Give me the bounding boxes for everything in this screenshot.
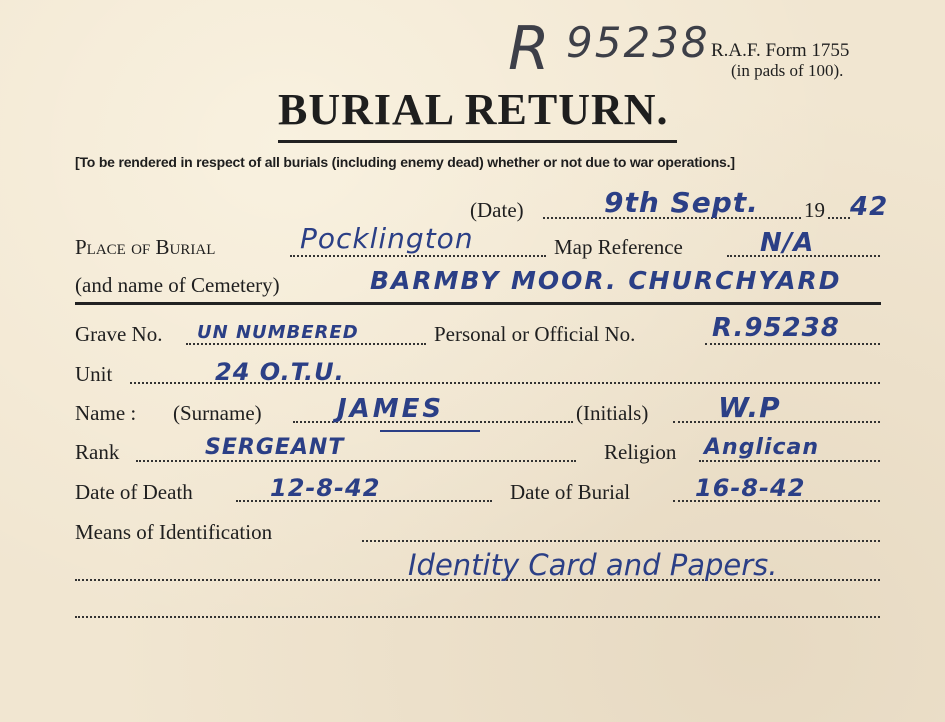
grave-dots — [186, 343, 426, 345]
personal-no-value: R.95238 — [712, 313, 840, 343]
initials-value: W.P — [718, 391, 781, 424]
form-id: R.A.F. Form 1755 — [711, 40, 850, 61]
religion-value: Anglican — [704, 435, 820, 460]
religion-label: Religion — [604, 440, 677, 464]
place-of-burial-value: Pocklington — [300, 222, 474, 255]
place-dots — [290, 255, 546, 257]
form-title: BURIAL RETURN. — [278, 85, 669, 134]
religion-dots — [699, 460, 880, 462]
date-day-month-value: 9th Sept. — [604, 186, 759, 219]
means-dots-1 — [362, 540, 880, 542]
personal-no-label: Personal or Official No. — [434, 322, 636, 346]
rank-label: Rank — [75, 440, 120, 464]
pads-note: (in pads of 100). — [731, 61, 844, 80]
map-reference-value: N/A — [760, 228, 815, 258]
name-label: Name : — [75, 401, 137, 425]
rank-dots — [136, 460, 576, 462]
cemetery-label: (and name of Cemetery) — [75, 273, 280, 297]
date-of-burial-label: Date of Burial — [510, 480, 631, 504]
map-reference-label: Map Reference — [554, 235, 683, 259]
grave-no-label: Grave No. — [75, 322, 163, 346]
date-of-death-label: Date of Death — [75, 480, 193, 504]
year-prefix: 19 — [804, 198, 825, 222]
personal-no-dots — [705, 343, 880, 345]
instruction-text: [To be rendered in respect of all burials (including enemy dead) whether or not due to war operations.] — [75, 154, 735, 170]
grave-no-value: UN NUMBERED — [197, 322, 359, 343]
year-dots — [828, 217, 850, 219]
date-label: (Date) — [470, 198, 524, 222]
date-of-burial-value: 16-8-42 — [695, 474, 806, 502]
means-of-identification-value: Identity Card and Papers. — [408, 548, 778, 582]
means-dots-3 — [75, 616, 880, 618]
surname-label: (Surname) — [173, 401, 262, 425]
place-of-burial-label: Place of Burial — [75, 235, 216, 259]
surname-underline — [380, 430, 480, 432]
surname-value: JAMES — [337, 394, 445, 424]
annotation-service-number: 95238 — [566, 18, 710, 67]
unit-label: Unit — [75, 362, 113, 386]
annotation-letter: R — [508, 14, 550, 84]
means-of-identification-label: Means of Identification — [75, 520, 273, 544]
date-year-value: 42 — [850, 192, 889, 222]
unit-value: 24 O.T.U. — [215, 358, 345, 386]
date-of-death-value: 12-8-42 — [270, 474, 381, 502]
cemetery-value: BARMBY MOOR. CHURCHYARD — [370, 266, 842, 295]
title-underline — [278, 140, 677, 143]
initials-label: (Initials) — [576, 401, 649, 425]
cemetery-underline — [75, 302, 881, 305]
rank-value: SERGEANT — [205, 435, 345, 460]
